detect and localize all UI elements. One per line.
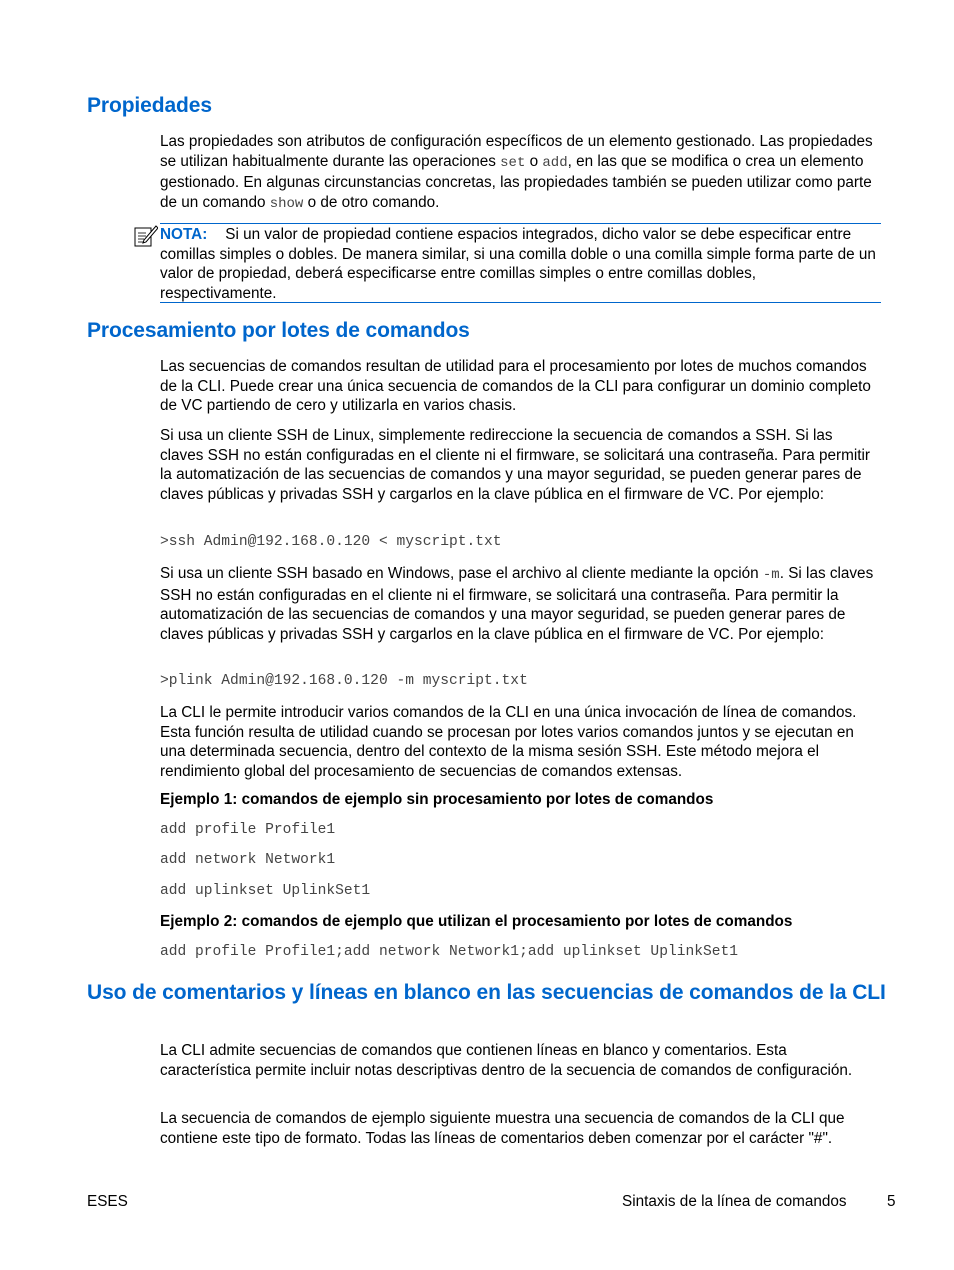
text-fragment: , en las que se modifica o crea un elemento gestionado. En algunas circunstancias concretas, las propiedades también se pueden utilizar como parte de un comando — [160, 152, 872, 211]
example-1-title: Ejemplo 1: comandos de ejemplo sin procesamiento por lotes de comandos — [160, 791, 714, 808]
text-fragment: o de otro comando. — [303, 193, 440, 211]
footer-left-label: ESES — [87, 1193, 128, 1210]
footer-section-title: Sintaxis de la línea de comandos — [622, 1193, 847, 1210]
code-set: set — [500, 154, 526, 171]
example-1-line: add uplinkset UplinkSet1 — [160, 883, 371, 899]
example-1-line: add profile Profile1 — [160, 822, 336, 838]
paragraph-procesamiento-4: La CLI le permite introducir varios comandos de la CLI en una única invocación de línea de comandos. Esta función resulta de utilidad cuando se procesan por lotes varios comandos juntos y se ejecutan en una determinada secuencia, dentro del contexto de la misma sesión SSH. Este método mejora el rendimiento global del procesamiento de secuencias de comandos extensas. — [160, 704, 857, 780]
heading-propiedades: Propiedades — [87, 94, 212, 117]
example-2-title: Ejemplo 2: comandos de ejemplo que utilizan el procesamiento por lotes de comandos — [160, 913, 793, 930]
paragraph-propiedades — [160, 132, 880, 214]
code-m-option: -m — [762, 567, 780, 583]
code-ssh-example: >ssh Admin@192.168.0.120 < myscript.txt — [160, 534, 502, 550]
code-add: add — [542, 154, 568, 171]
note-body: Si un valor de propiedad contiene espacios integrados, dicho valor se debe especificar entre comillas simples o dobles. De manera similar, si una comilla doble o una comilla simple forma parte de un valor de propiedad, deberá especificarse entre comillas simples o entre comillas dobles, respectivamente. — [160, 226, 876, 302]
note-label: NOTA: — [160, 226, 208, 243]
paragraph-procesamiento-2: Si usa un cliente SSH de Linux, simplemente redireccione la secuencia de comandos a SSH. Si las claves SSH no están configuradas en el cliente ni el firmware, se solicitará una contraseña. Para permitir la automatización de las secuencias de comandos y una mayor seguridad, se pueden generar pares de claves públicas y privadas SSH y cargarlos en la clave pública en el firmware de VC. Por ejemplo: — [160, 427, 870, 503]
text-fragment: o — [525, 152, 543, 170]
note-pencil-icon — [134, 225, 158, 247]
paragraph-comentarios-2: La secuencia de comandos de ejemplo siguiente muestra una secuencia de comandos de la CLI que contiene este tipo de formato. Todas las líneas de comentarios deben comenzar por el carácter "#". — [160, 1110, 845, 1147]
paragraph-procesamiento-3 — [160, 564, 880, 644]
note-text — [160, 225, 876, 303]
code-plink-example: >plink Admin@192.168.0.120 -m myscript.txt — [160, 673, 528, 689]
note-box — [160, 223, 881, 303]
heading-procesamiento: Procesamiento por lotes de comandos — [87, 319, 470, 342]
paragraph-comentarios-1: La CLI admite secuencias de comandos que contienen líneas en blanco y comentarios. Esta característica permite incluir notas descriptivas dentro de la secuencia de comandos de configuración. — [160, 1042, 853, 1079]
text-fragment: Las propiedades son atributos de configuración específicos de un elemento gestionado. Las propiedades se utilizan habitualmente durante las operaciones — [160, 133, 873, 170]
example-2-line: add profile Profile1;add network Network1;add uplinkset UplinkSet1 — [160, 944, 739, 960]
footer-page-number: 5 — [887, 1193, 896, 1210]
heading-comentarios: Uso de comentarios y líneas en blanco en las secuencias de comandos de la CLI — [87, 981, 886, 1004]
code-show: show — [269, 195, 304, 212]
text-fragment: . Si las claves SSH no están configuradas en el cliente ni el firmware, se solicitará una contraseña. Para permitir la automatización de las secuencias de comandos y una mayor seguridad, se pueden generar pares de claves públicas y privadas SSH y cargarlos en la clave pública en el firmware de VC. Por ejemplo: — [160, 565, 874, 643]
example-1-line: add network Network1 — [160, 852, 336, 868]
paragraph-procesamiento-1: Las secuencias de comandos resultan de utilidad para el procesamiento por lotes de muchos comandos de la CLI. Puede crear una única secuencia de comandos de la CLI para configurar un dominio completo de VC partiendo de cero y utilizarla en varios chasis. — [160, 358, 871, 414]
text-fragment: Si usa un cliente SSH basado en Windows, pase el archivo al cliente mediante la opción — [160, 565, 763, 582]
